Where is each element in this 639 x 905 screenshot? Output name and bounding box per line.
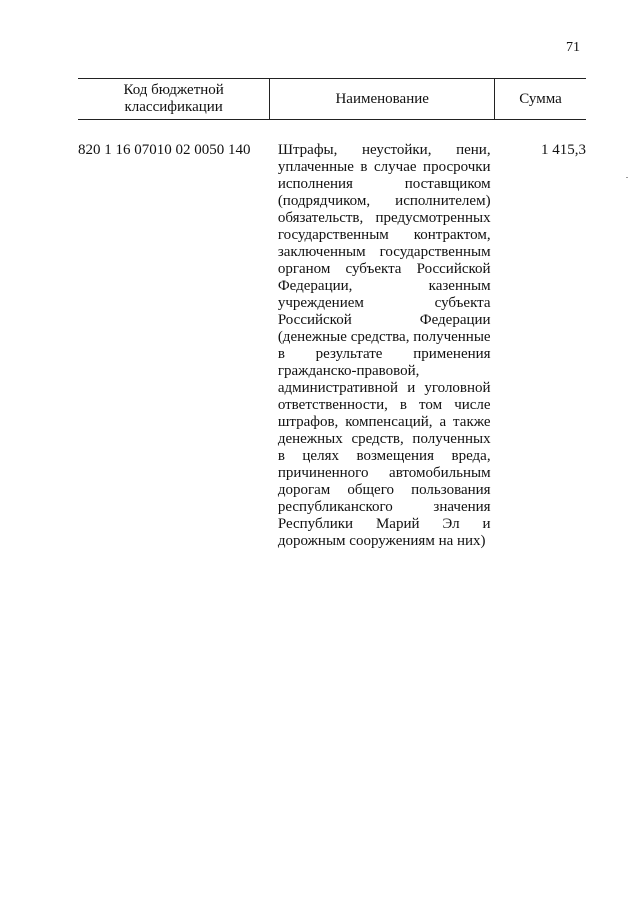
header-sum: Сумма xyxy=(495,79,586,120)
header-name: Наименование xyxy=(270,79,495,120)
row-name-cell: Штрафы, неустойки, пени, уплаченные в случае просрочки исполнения поставщиком (подрядчиком, исполнителем) обязательств, предусмотренных государственным контрактом, заключенным государственным органом субъекта Российской Федерации, казенным учреждением субъекта Российской Федерации (денежные средства, полученные в результате применения гражданско-правовой, административной и уголовной ответственности, в том числе штрафов, компенсаций, а также денежных средств, полученных в целях возмещения вреда, причиненного автомобильным дорогам общего пользования республиканского значения Республики Марий Эл и дорожным сооружениям на них) xyxy=(277,142,491,549)
table-spacer-row xyxy=(78,120,586,143)
scan-speck xyxy=(626,177,628,178)
header-code: Код бюджетной классификации xyxy=(78,79,270,120)
row-code-cell: 820 1 16 07010 02 0050 140 xyxy=(78,142,251,158)
table-header-row xyxy=(78,79,586,120)
page-number: 71 xyxy=(566,40,580,55)
row-sum-cell: 1 415,3 xyxy=(541,142,586,158)
table-row xyxy=(78,142,586,550)
budget-table xyxy=(78,78,586,550)
table-spacer-cell xyxy=(78,120,586,143)
